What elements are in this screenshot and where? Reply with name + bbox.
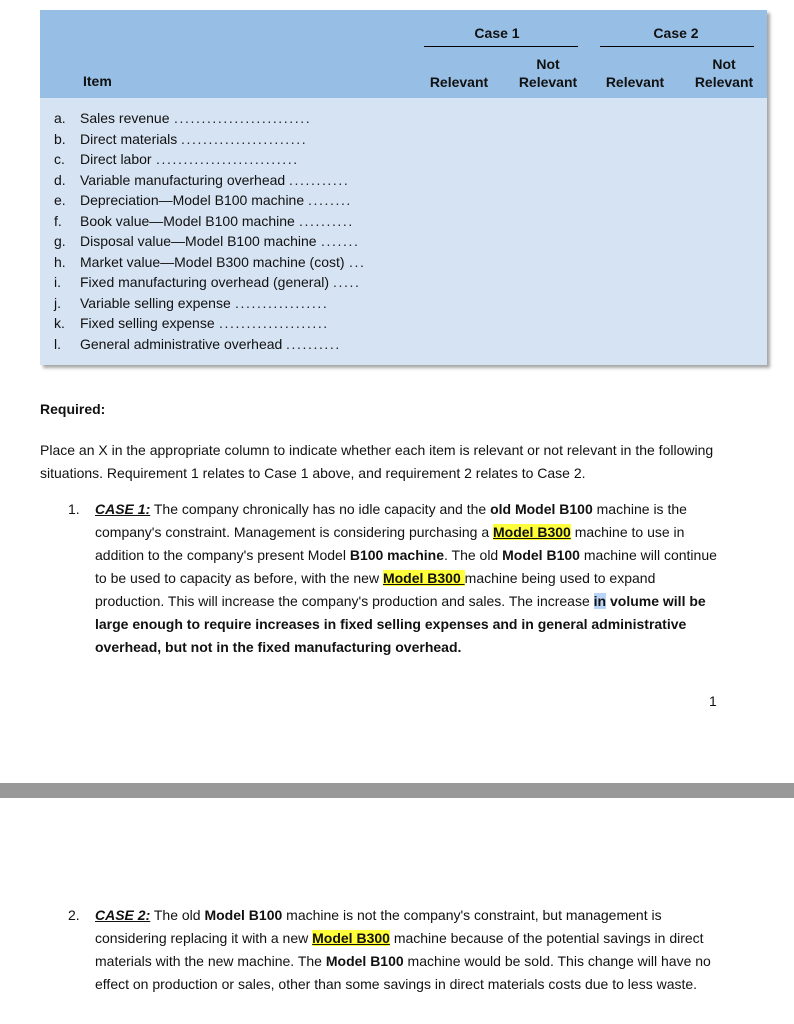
item-letter: a. — [54, 110, 66, 126]
leader-dots: .......................... — [156, 151, 299, 167]
text-run: machine because of the potential savings in direct materials with the new machine. The — [95, 930, 704, 969]
item-label: Direct labor — [80, 151, 152, 167]
item-label: Fixed selling expense — [80, 315, 215, 331]
case2-rule — [600, 46, 754, 47]
item-label: Direct materials — [80, 130, 178, 147]
item-letter: k. — [54, 315, 65, 331]
item-label: Variable manufacturing overhead — [80, 171, 286, 188]
list-number: 1. — [68, 501, 80, 517]
page-break-bar — [0, 783, 794, 798]
bold-run: volume will be large enough to require increases in fixed selling expenses and in general administrative overhead, but not in the fixed manufacturing overhead. — [95, 593, 706, 655]
leader-dots: ........ — [308, 192, 352, 208]
item-label: General administrative overhead — [80, 335, 283, 352]
leader-dots: .......... — [286, 335, 341, 352]
not-label: Not — [536, 56, 560, 72]
required-heading: Required: — [40, 401, 106, 417]
table-row — [40, 129, 420, 149]
bold-run: old Model B100 — [490, 501, 593, 517]
highlighted-run: Model B300 — [493, 524, 571, 540]
case2-text — [95, 904, 725, 996]
table-row — [40, 170, 420, 190]
item-letter: d. — [54, 171, 66, 188]
case1-relevant-header: Relevant — [429, 74, 489, 90]
item-column-header: Item — [83, 73, 112, 89]
table-row — [40, 231, 420, 251]
table-row — [40, 149, 420, 169]
text-run: machine being used to expand production. This will increase the company's production and sales. The increase — [95, 570, 656, 609]
item-letter: j. — [54, 294, 61, 311]
text-run: machine is not the company's constraint, but management is considering replacing it with a new — [95, 907, 662, 946]
table-row — [40, 252, 420, 272]
case1-label: CASE 1: — [95, 501, 151, 517]
instructions-paragraph: Place an X in the appropriate column to indicate whether each item is relevant or not relevant in the following situations. Requirement 1 relates to Case 1 above, and requirement 2 relates to Case 2. — [40, 442, 714, 481]
relevant-label: Relevant — [694, 74, 754, 90]
item-label: Sales revenue — [80, 110, 170, 126]
highlighted-run: Model B300 — [312, 930, 390, 946]
not-label: Not — [712, 56, 736, 72]
leader-dots: ......................... — [174, 110, 312, 126]
leader-dots: ... — [349, 253, 366, 270]
bold-run: Model B100 — [204, 907, 283, 923]
leader-dots: ....................... — [181, 130, 308, 147]
case1-not-relevant-header — [510, 55, 586, 91]
item-letter: e. — [54, 192, 66, 208]
table-row — [40, 108, 420, 128]
case2-relevant-header: Relevant — [605, 74, 665, 90]
text-run: machine is the company's constraint. Management is considering purchasing a — [95, 501, 687, 540]
item-label: Book value—Model B100 machine — [80, 212, 295, 229]
leader-dots: .................... — [219, 315, 329, 331]
item-letter: g. — [54, 233, 66, 249]
item-letter: l. — [54, 335, 61, 352]
text-run: . The old — [444, 547, 503, 563]
item-letter: f. — [54, 212, 62, 229]
item-letter: b. — [54, 130, 66, 147]
text-run: The company chronically has no idle capacity and the — [150, 501, 491, 517]
case1-rule — [424, 46, 578, 47]
item-label: Disposal value—Model B100 machine — [80, 233, 317, 249]
item-label: Variable selling expense — [80, 294, 231, 311]
leader-dots: ..... — [333, 274, 361, 290]
case2-not-relevant-header — [686, 55, 762, 91]
table-row — [40, 272, 420, 292]
case2-title: Case 2 — [653, 25, 699, 41]
case2-label: CASE 2: — [95, 907, 151, 923]
leader-dots: .......... — [299, 212, 354, 229]
item-label: Depreciation—Model B100 machine — [80, 192, 305, 208]
highlighted-run: Model B300 — [382, 570, 465, 586]
case1-title: Case 1 — [474, 25, 520, 41]
table-row — [40, 334, 420, 354]
bold-run: Model B100 — [502, 547, 580, 563]
item-letter: i. — [54, 274, 61, 290]
item-label: Market value—Model B300 machine (cost) — [80, 253, 345, 270]
table-row — [40, 211, 420, 231]
text-run: machine would be sold. This change will have no effect on production or sales, other than some savings in direct materials costs due to less waste. — [95, 953, 711, 992]
table-row — [40, 313, 420, 333]
text-run: machine to use in addition to the company's present Model — [95, 524, 685, 563]
table-row — [40, 293, 420, 313]
bold-run: Model B100 — [325, 953, 404, 969]
table-header — [40, 10, 767, 98]
relevance-table — [40, 10, 767, 365]
list-number: 2. — [68, 907, 80, 923]
item-letter: c. — [54, 151, 65, 167]
page-number: 1 — [709, 693, 717, 709]
text-run: The old — [150, 907, 205, 923]
leader-dots: ........... — [289, 171, 350, 188]
bold-run: B100 machine — [349, 547, 444, 563]
case1-text — [95, 498, 725, 659]
leader-dots: ................. — [235, 294, 329, 311]
text-run: machine will continue to be used to capacity as before, with the new — [95, 547, 717, 586]
item-letter: h. — [54, 253, 66, 270]
relevant-label: Relevant — [518, 74, 578, 90]
table-row — [40, 190, 420, 210]
item-label: Fixed manufacturing overhead (general) — [80, 274, 330, 290]
selected-text: in — [593, 593, 607, 609]
leader-dots: ....... — [321, 233, 360, 249]
